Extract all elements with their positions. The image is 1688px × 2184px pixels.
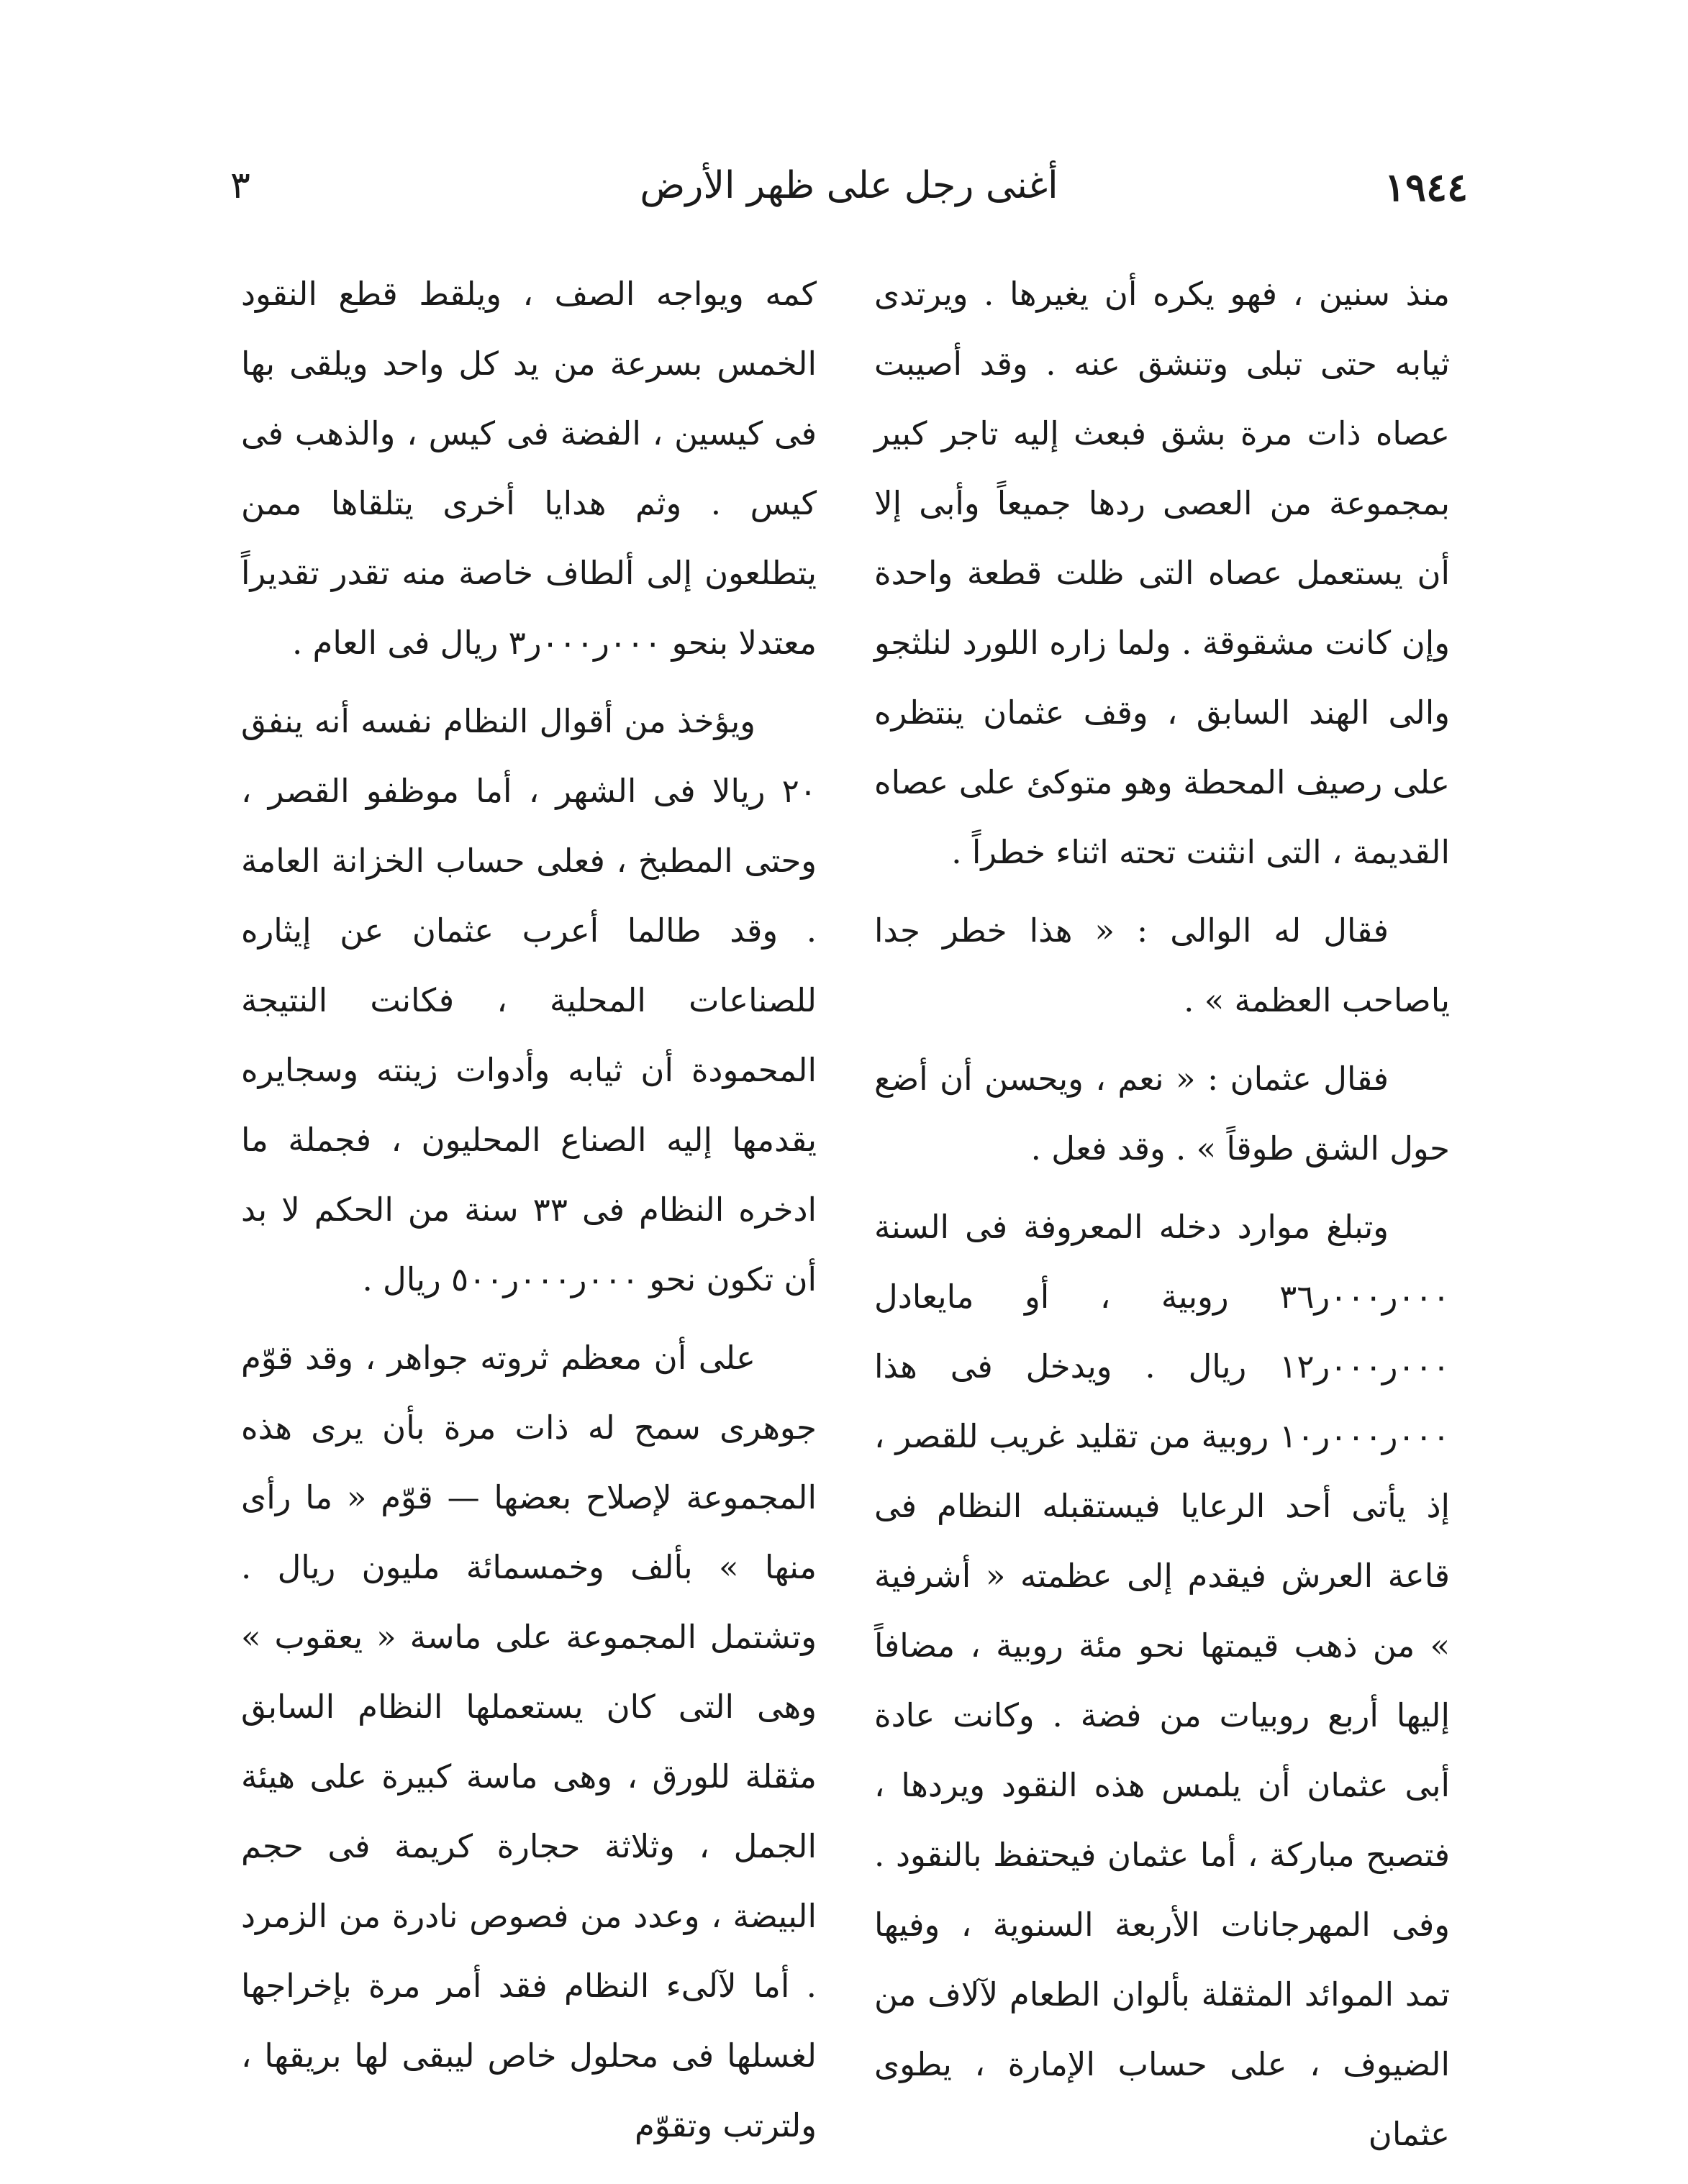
paragraph: منذ سنين ، فهو يكره أن يغيرها . ويرتدى ثيابه حتى تبلى وتنشق عنه . وقد أصيبت عصاه ذات مرة بشق فبعث إليه تاجر كبير بمجموعة من العصى ردها جميعاً وأبى إلا أن يستعمل عصاه التى ظلت قطعة واحدة وإن كانت مشقوقة . ولما زاره اللورد لنلثجو والى الهند السابق ، وقف عثمان ينتظره على رصيف المحطة وهو متوكئ على عصاه القديمة ، التى انثنت تحته اثناء خطراً . — [874, 275, 1450, 871]
page-number: ٣ — [230, 164, 250, 207]
paragraph: وتبلغ موارد دخله المعروفة فى السنة ٠٠٠ر٠٠٠ر٣٦ روبية ، أو مايعادل ٠٠٠ر٠٠٠ر١٢ ريال . ويدخل فى هذا ٠٠٠ر٠٠٠ر١٠ روبية من تقليد غريب للقصر ، إذ يأتى أحد الرعايا فيستقبله النظام فى قاعة العرش فيقدم إلى عظمته « أشرفية » من ذهب قيمتها نحو مئة روبية ، مضافاً إليها أربع روبيات من فضة . وكانت عادة أبى عثمان أن يلمس هذه النقود ويردها ، فتصبح مباركة ، أما عثمان فيحتفظ بالنقود . وفى المهرجانات الأربعة السنوية ، وفيها تمد الموائد المثقلة بألوان الطعام لآلاف من الضيوف ، على حساب الإمارة ، يطوى عثمان — [874, 1208, 1450, 2153]
header-year: ١٩٤٤ — [1384, 164, 1468, 210]
right-column — [874, 259, 1450, 2169]
paragraph: فقال عثمان : « نعم ، ويحسن أن أضع حول الشق طوقاً » . وقد فعل . — [874, 1060, 1450, 1168]
paragraph: كمه ويواجه الصف ، ويلقط قطع النقود الخمس بسرعة من يد كل واحد ويلقى بها فى كيسين ، الفضة فى كيس ، والذهب فى كيس . وثم هدايا أخرى يتلقاها ممن يتطلعون إلى ألطاف خاصة منه تقدر تقديراً معتدلا بنحو ٠٠٠ر٠٠٠ر٣ ريال فى العام . — [241, 275, 817, 662]
paragraph: ويؤخذ من أقوال النظام نفسه أنه ينفق ٢٠ ريالا فى الشهر ، أما موظفو القصر ، وحتى المطبخ ، فعلى حساب الخزانة العامة . وقد طالما أعرب عثمان عن إيثاره للصناعات المحلية ، فكانت النتيجة المحمودة أن ثيابه وأدوات زينته وسجايره يقدمها إليه الصناع المحليون ، فجملة ما ادخره النظام فى ٣٣ سنة من الحكم لا بد أن تكون نحو ٠٠٠ر٠٠٠ر٥٠٠ ريال . — [241, 702, 817, 1298]
header-title: أغنى رجل على ظهر الأرض — [640, 164, 1058, 207]
left-column — [241, 259, 817, 2160]
paragraph: فقال له الوالى : « هذا خطر جدا ياصاحب العظمة » . — [874, 911, 1450, 1019]
page-header — [230, 164, 1468, 229]
paragraph: على أن معظم ثروته جواهر ، وقد قوّم جوهرى سمح له ذات مرة بأن يرى هذه المجموعة لإصلاح بعضها — قوّم « ما رأى منها » بألف وخمسمائة مليون ريال . وتشتمل المجموعة على ماسة « يعقوب » وهى التى كان يستعملها النظام السابق مثقلة للورق ، وهى ماسة كبيرة على هيئة الجمل ، وثلاثة حجارة كريمة فى حجم البيضة ، وعدد من فصوص نادرة من الزمرد . أما لآلىء النظام فقد أمر مرة بإخراجها لغسلها فى محلول خاص ليبقى لها بريقها ، ولترتب وتقوّم — [241, 1339, 817, 2144]
